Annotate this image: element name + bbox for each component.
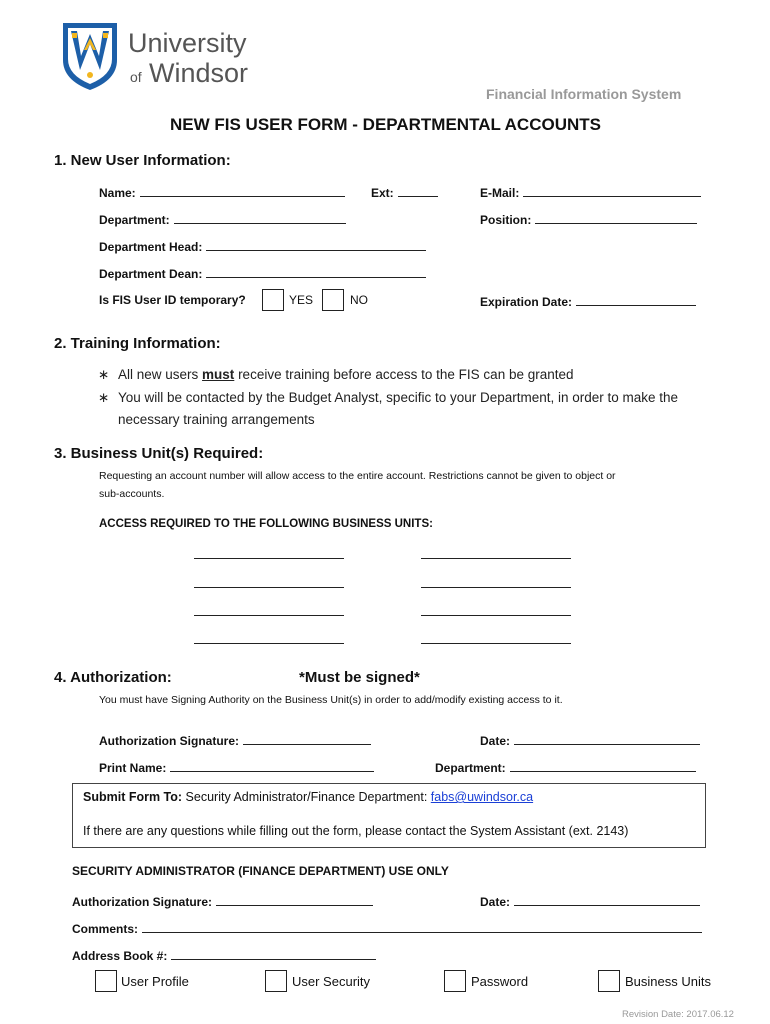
bullet2-line1: You will be contacted by the Budget Analyst, specific to your Department, in order to make the: [118, 390, 679, 405]
no-label: NO: [350, 293, 368, 307]
bullet-icon: ∗: [98, 390, 110, 405]
department-label: Department:: [99, 213, 170, 227]
password-checkbox[interactable]: [444, 970, 466, 992]
email-label: E-Mail:: [480, 186, 520, 200]
password-label: Password: [471, 974, 529, 989]
submit-text: Security Administrator/Finance Department:: [182, 790, 431, 804]
section1-heading: 1. New User Information:: [54, 152, 231, 169]
name-field[interactable]: [140, 184, 345, 197]
system-name: Financial Information System: [486, 86, 682, 102]
auth-department-row: [435, 759, 696, 775]
logo-wordmark-of: of: [130, 69, 142, 85]
auth-signature-label: Authorization Signature:: [99, 734, 239, 748]
shield-crest-icon: [60, 20, 120, 92]
business-unit-field[interactable]: [421, 615, 571, 616]
revision-date: Revision Date: 2017.06.12: [622, 1009, 734, 1020]
bullet1-pre: All new users: [118, 367, 203, 382]
business-unit-field[interactable]: [194, 643, 344, 644]
logo-wordmark-university: University: [128, 28, 247, 58]
dept-dean-label: Department Dean:: [99, 267, 203, 281]
submit-label: Submit Form To:: [83, 790, 183, 804]
yes-label: YES: [289, 293, 314, 307]
auth-signature-row: [99, 732, 371, 748]
user-profile-label: User Profile: [121, 974, 189, 989]
section3-note-line2: sub-accounts.: [99, 488, 165, 500]
admin-date-field[interactable]: [514, 893, 700, 906]
dept-dean-field-row: [99, 265, 426, 281]
admin-date-label: Date:: [480, 895, 511, 909]
form-title: NEW FIS USER FORM - DEPARTMENTAL ACCOUNTS: [170, 115, 601, 134]
questions-line: If there are any questions while filling out the form, please contact the System Assistant (ext. 2143): [83, 824, 629, 838]
admin-date-row: [480, 893, 700, 909]
bullet-2: [98, 390, 678, 406]
ext-label: Ext:: [371, 186, 394, 200]
position-field[interactable]: [535, 211, 697, 224]
print-name-label: Print Name:: [99, 761, 167, 775]
email-field-row: [480, 184, 701, 200]
must-be-signed: *Must be signed*: [299, 669, 420, 686]
admin-auth-signature-row: [72, 893, 373, 909]
admin-comments-label: Comments:: [72, 922, 139, 936]
access-heading: ACCESS REQUIRED TO THE FOLLOWING BUSINESS UNITS:: [99, 518, 433, 530]
submit-email-link[interactable]: fabs@uwindsor.ca: [430, 790, 534, 804]
submit-line: [83, 790, 533, 804]
logo-wordmark-windsor: Windsor: [149, 58, 249, 88]
auth-date-field[interactable]: [514, 732, 700, 745]
dept-head-field[interactable]: [206, 238, 426, 251]
business-unit-field[interactable]: [421, 643, 571, 644]
user-profile-checkbox[interactable]: [95, 970, 117, 992]
address-book-field[interactable]: [171, 947, 376, 960]
business-unit-field[interactable]: [194, 587, 344, 588]
department-field-row: [99, 211, 346, 227]
bullet1-post: receive training before access to the FIS can be granted: [234, 367, 574, 382]
business-unit-field[interactable]: [194, 558, 344, 559]
bullet-icon: ∗: [98, 367, 110, 382]
yes-checkbox[interactable]: [262, 289, 284, 311]
business-unit-field[interactable]: [421, 558, 571, 559]
auth-date-label: Date:: [480, 734, 511, 748]
bullet-2-cont: necessary training arrangements: [118, 412, 315, 427]
auth-date-row: [480, 732, 700, 748]
address-book-row: [72, 947, 376, 963]
admin-auth-signature-field[interactable]: [216, 893, 373, 906]
expiration-field-row: [480, 293, 696, 309]
submit-info-box: [72, 783, 706, 848]
section3-note-line1: Requesting an account number will allow access to the entire account. Restrictions cannot be given to object or: [99, 470, 616, 482]
name-field-row: [99, 184, 345, 200]
auth-department-field[interactable]: [510, 759, 696, 772]
auth-signature-field[interactable]: [243, 732, 371, 745]
business-unit-field[interactable]: [194, 615, 344, 616]
bullet-1: [98, 367, 574, 383]
business-units-label: Business Units: [625, 974, 711, 989]
admin-comments-row: [72, 920, 702, 936]
email-field[interactable]: [523, 184, 701, 197]
position-field-row: [480, 211, 697, 227]
section2-heading: 2. Training Information:: [54, 335, 221, 352]
bullet1-emphasis: must: [202, 367, 235, 382]
dept-dean-field[interactable]: [206, 265, 426, 278]
no-checkbox[interactable]: [322, 289, 344, 311]
university-logo: [60, 20, 260, 96]
temporary-label: Is FIS User ID temporary?: [99, 293, 246, 307]
position-label: Position:: [480, 213, 532, 227]
user-security-label: User Security: [292, 974, 371, 989]
dept-head-field-row: [99, 238, 426, 254]
name-label: Name:: [99, 186, 136, 200]
section3-heading: 3. Business Unit(s) Required:: [54, 445, 264, 462]
auth-department-label: Department:: [435, 761, 506, 775]
address-book-label: Address Book #:: [72, 949, 168, 963]
business-unit-field[interactable]: [421, 587, 571, 588]
admin-comments-field[interactable]: [142, 920, 702, 933]
section4-note: You must have Signing Authority on the Business Unit(s) in order to add/modify existing access to it.: [99, 694, 563, 706]
ext-field[interactable]: [398, 184, 438, 197]
expiration-field[interactable]: [576, 293, 696, 306]
expiration-label: Expiration Date:: [480, 295, 573, 309]
dept-head-label: Department Head:: [99, 240, 203, 254]
business-units-checkbox[interactable]: [598, 970, 620, 992]
section4-heading: 4. Authorization:: [54, 669, 172, 686]
user-security-checkbox[interactable]: [265, 970, 287, 992]
department-field[interactable]: [174, 211, 346, 224]
admin-heading: SECURITY ADMINISTRATOR (FINANCE DEPARTMENT) USE ONLY: [72, 864, 449, 878]
admin-auth-signature-label: Authorization Signature:: [72, 895, 212, 909]
print-name-row: [99, 759, 374, 775]
ext-field-row: [371, 184, 438, 200]
print-name-field[interactable]: [170, 759, 374, 772]
